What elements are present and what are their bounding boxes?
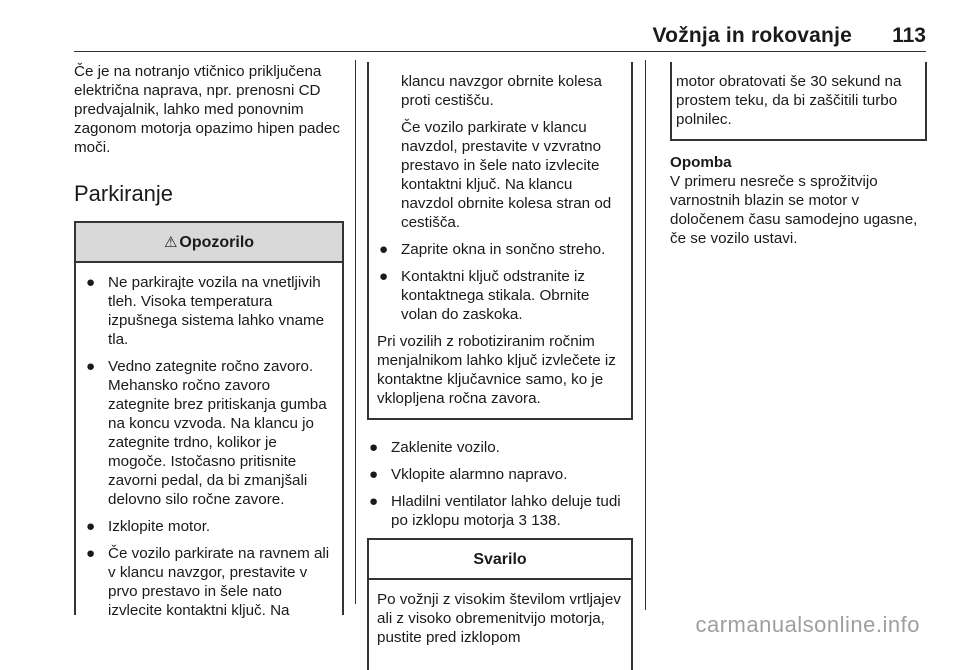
warning-box-continued — [367, 62, 633, 420]
warning-title: Opozorilo — [179, 233, 255, 251]
warning-triangle-icon: ⚠ — [163, 233, 178, 251]
warning-cont-paragraph: klancu navzgor obrnite kolesa proti cestišču. — [401, 73, 602, 109]
list-item — [84, 357, 334, 509]
bullet-glyph: ● — [369, 439, 379, 456]
column-divider-2 — [645, 60, 646, 610]
warning-box-body — [76, 263, 342, 638]
list-item-text: Vedno zategnite ročno zavoro. Mehansko ročno zavoro zategnite brez pritiskanja gumba na koncu vzvoda. Na klancu jo zategnite trdno, kolikor je mogoče. Istočasno pritisnite zavorni pedal, da bi zmanjšali delovno silo ročne zavore. — [108, 358, 327, 508]
parking-steps-list — [367, 438, 633, 530]
bullet-glyph: ● — [86, 274, 96, 291]
caution-box-continued — [670, 62, 927, 141]
watermark: carmanualsonline.info — [695, 612, 920, 637]
bullet-glyph: ● — [369, 466, 379, 483]
page-number: 113 — [892, 24, 926, 47]
list-item-text: Zaklenite vozilo. — [391, 439, 500, 456]
list-item — [84, 517, 334, 536]
warning-cont-paragraph: Če vozilo parkirate v klancu navzdol, prestavite v vzvratno prestavo in šele nato izvlecite kontaktni ključ. Na klancu navzdol obrnite kolesa stran od cestišča. — [401, 119, 612, 231]
caution-box-header — [369, 540, 631, 580]
caution-cont-text: motor obratovati še 30 sekund na prostem teku, da bi zaščitili turbo polnilec. — [676, 73, 902, 128]
list-item-text: Hladilni ventilator lahko deluje tudi po izklopu motorja — [391, 493, 621, 529]
warning-note: Pri vozilih z robotiziranim ročnim menjalnikom lahko ključ izvlečete iz kontaktne ključavnice samo, ko je vklopljena ročna zavora. — [377, 333, 616, 407]
warning-box-header — [76, 223, 342, 263]
list-item — [377, 267, 623, 324]
list-item-text: Kontaktni ključ odstranite iz kontaktnega stikala. Obrnite volan do zaskoka. — [401, 268, 590, 323]
column-2 — [367, 62, 633, 670]
column-divider-1 — [355, 60, 356, 604]
header-rule — [74, 51, 926, 52]
bullet-glyph: ● — [86, 518, 96, 535]
warning-box — [74, 221, 344, 619]
warning-list — [84, 273, 334, 620]
list-item — [84, 544, 334, 620]
list-item — [367, 492, 633, 530]
bullet-glyph: ● — [86, 545, 96, 562]
bullet-glyph: ● — [369, 493, 379, 510]
list-item — [84, 273, 334, 349]
note-title: Opomba — [670, 154, 732, 171]
list-item-text: Če vozilo parkirate na ravnem ali v klancu navzgor, prestavite v prvo prestavo in šele nato izvlecite kontaktni ključ. Na — [108, 545, 330, 619]
list-item-text: Zaprite okna in sončno streho. — [401, 241, 606, 258]
list-item-text: Izklopite motor. — [108, 518, 211, 535]
caution-title: Svarilo — [473, 550, 527, 568]
list-item — [367, 438, 633, 457]
list-item — [377, 240, 623, 259]
cross-reference-icon[interactable]: 3 — [518, 512, 527, 529]
warning-cont-list — [377, 240, 623, 324]
caution-box-body — [369, 580, 631, 670]
section-heading: Parkiranje — [74, 181, 174, 206]
list-item-text: Ne parkirajte vozila na vnetljivih tleh. Visoka temperatura izpušnega sistema lahko vname tla. — [108, 274, 325, 348]
page-header — [0, 0, 960, 52]
note-text: V primeru nesreče s sprožitvijo varnostnih blazin se motor v določenem času samodejno ugasne, če se vozilo ustavi. — [670, 173, 918, 247]
bullet-glyph: ● — [379, 241, 389, 258]
column-1 — [74, 62, 344, 619]
intro-paragraph: Če je na notranjo vtičnico priključena električna naprava, npr. prenosni CD predvajalnik, lahko med ponovnim zagonom motorja opazimo hipen padec moči. — [74, 63, 340, 156]
list-item-text: Vklopite alarmno napravo. — [391, 466, 568, 483]
bullet-glyph: ● — [86, 358, 96, 375]
caution-box — [367, 538, 633, 670]
running-title: Vožnja in rokovanje — [652, 24, 852, 47]
column-3 — [670, 62, 927, 248]
bullet-glyph: ● — [379, 268, 389, 285]
list-item — [367, 465, 633, 484]
cross-reference-page[interactable]: 138. — [531, 512, 561, 529]
caution-text: Po vožnji z visokim številom vrtljajev ali z visoko obremenitvijo motorja, pustite pred izklopom — [377, 591, 621, 646]
